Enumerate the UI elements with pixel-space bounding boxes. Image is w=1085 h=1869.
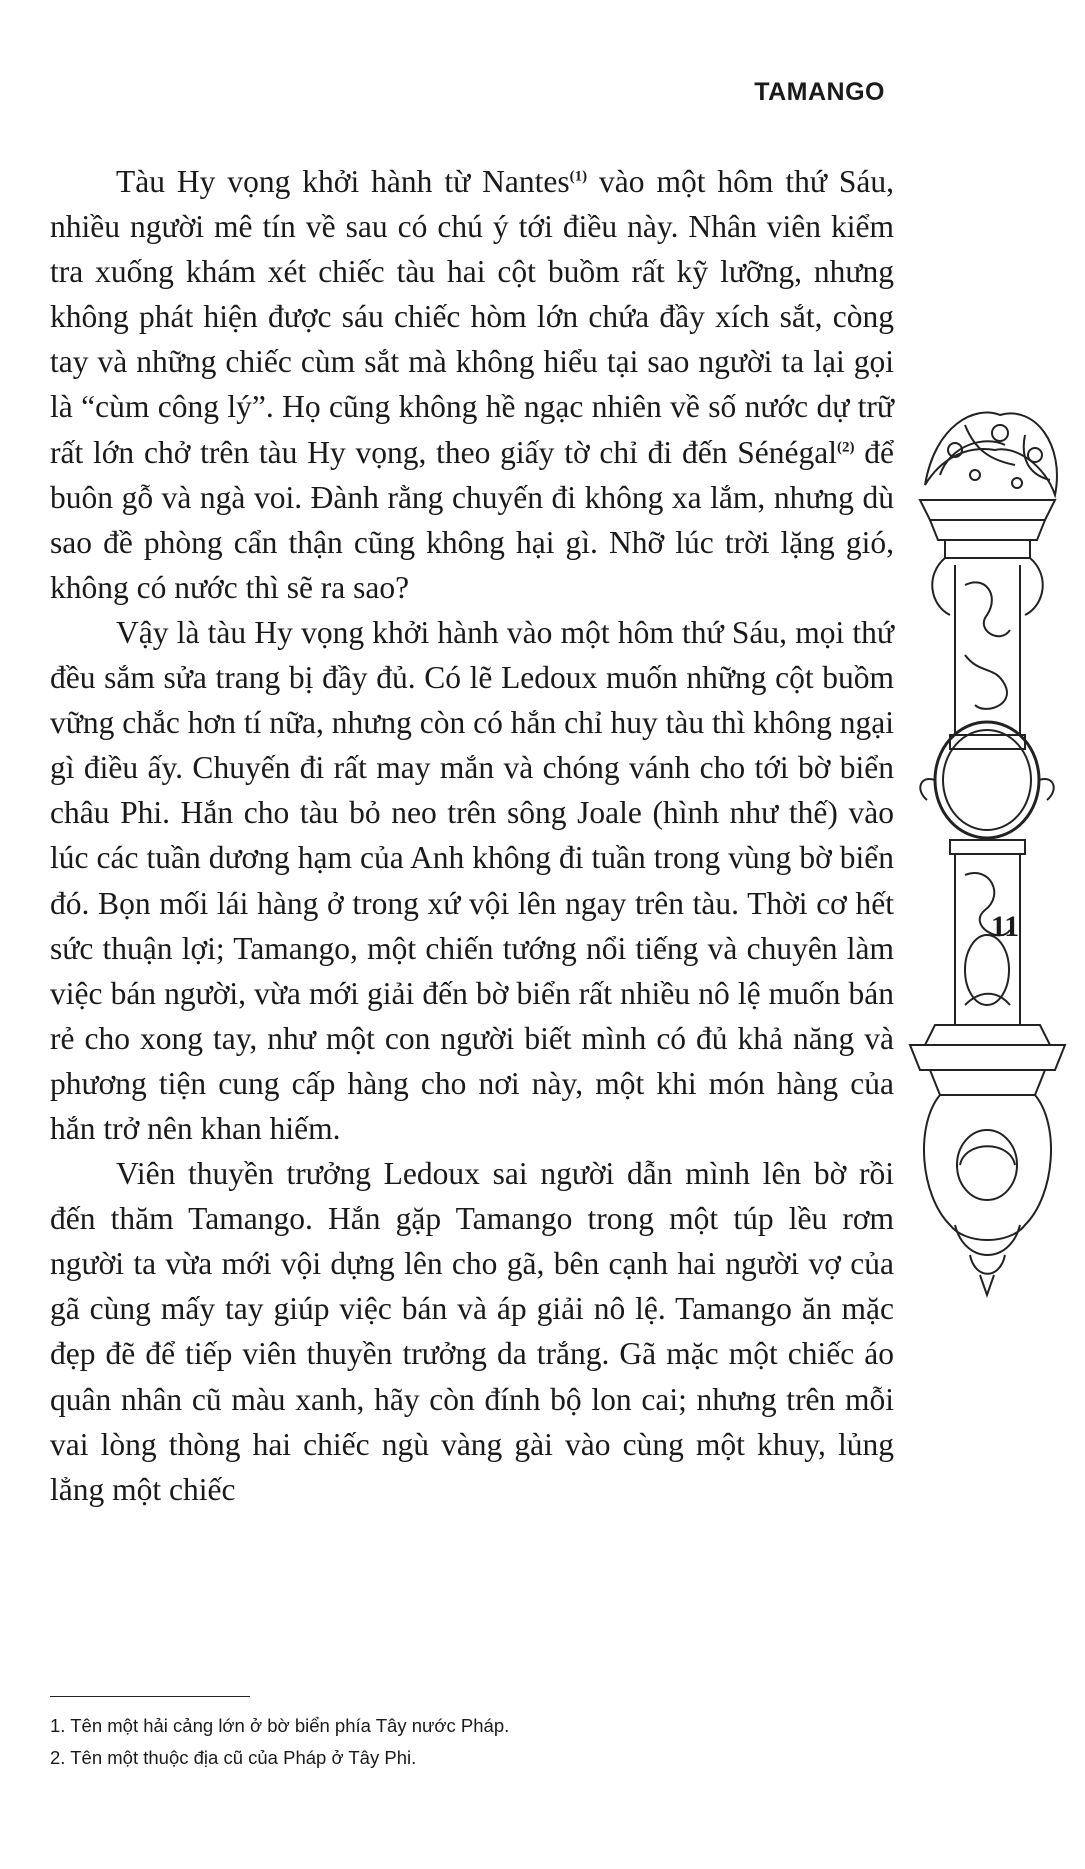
footnote-2: 2. Tên một thuộc địa cũ của Pháp ở Tây Phi. [50, 1747, 417, 1768]
paragraph-3: Viên thuyền trưởng Ledoux sai người dẫn mình lên bờ rồi đến thăm Tamango. Hắn gặp Tamango trong một túp lều rơm người ta vừa mới vội dựng lên cho gã, bên cạnh hai người vợ của gã cùng mấy tay giúp việc bán và áp giải nô lệ. Tamango ăn mặc đẹp đẽ để tiếp viên thuyền trưởng da trắng. Gã mặc một chiếc áo quân nhân cũ màu xanh, hãy còn đính bộ lon cai; nhưng trên mỗi vai lòng thòng hai chiếc ngù vàng gài vào cùng một khuy, lủng lẳng một chiếc [50, 1156, 894, 1507]
ornamental-column-illustration [905, 405, 1070, 1515]
body-text [50, 159, 894, 1512]
paragraph-1-text-b: vào một hôm thứ Sáu, nhiều người mê tín về sau có chú ý tới điều này. Nhân viên kiểm tra xuống khám xét chiếc tàu hai cột buồm rất kỹ lưỡng, nhưng không phát hiện được sáu chiếc hòm lớn chứa đầy xích sắt, còng tay và những chiếc cùm sắt mà không hiểu tại sao người ta lại gọi là “cùm công lý”. Họ cũng không hề ngạc nhiên về số nước dự trữ rất lớn chở trên tàu Hy vọng, theo giấy tờ chỉ đi đến Sénégal [50, 164, 894, 470]
footnotes [50, 1710, 850, 1774]
paragraph-2: Vậy là tàu Hy vọng khởi hành vào một hôm thứ Sáu, mọi thứ đều sắm sửa trang bị đầy đủ. Có lẽ Ledoux muốn những cột buồm vững chắc hơn tí nữa, nhưng còn có hắn chỉ huy tàu thì không ngại gì điều ấy. Chuyến đi rất may mắn và chóng vánh cho tới bờ biển châu Phi. Hắn cho tàu bỏ neo trên sông Joale (hình như thế) vào lúc các tuần dương hạm của Anh không đi tuần trong vùng bờ biển đó. Bọn mối lái hàng ở trong xứ vội lên ngay trên tàu. Thời cơ hết sức thuận lợi; Tamango, một chiến tướng nổi tiếng và chuyên làm việc bán người, vừa mới giải đến bờ biển rất nhiều nô lệ muốn bán rẻ cho xong tay, như một con người biết mình có đủ khả năng và phương tiện cung cấp hàng cho nơi này, một khi món hàng của hắn trở nên khan hiếm. [50, 614, 894, 1146]
page-number: 11 [990, 910, 1020, 943]
paragraph-1 [50, 159, 894, 610]
footnote-mark-2: (2) [836, 439, 855, 456]
footnote-divider [50, 1696, 250, 1697]
paragraph-1-text-a: Tàu Hy vọng khởi hành từ Nantes [116, 164, 570, 199]
footnote-mark-1: (1) [569, 168, 588, 185]
paragraph-1-text-c: để buôn gỗ và ngà voi. Đành rằng chuyến đi không xa lắm, nhưng dù sao đề phòng cẩn thận cũng không hại gì. Nhỡ lúc trời lặng gió, không có nước thì sẽ ra sao? [50, 434, 895, 605]
running-head: TAMANGO [754, 78, 885, 106]
footnote-1: 1. Tên một hải cảng lớn ở bờ biển phía Tây nước Pháp. [50, 1715, 510, 1736]
